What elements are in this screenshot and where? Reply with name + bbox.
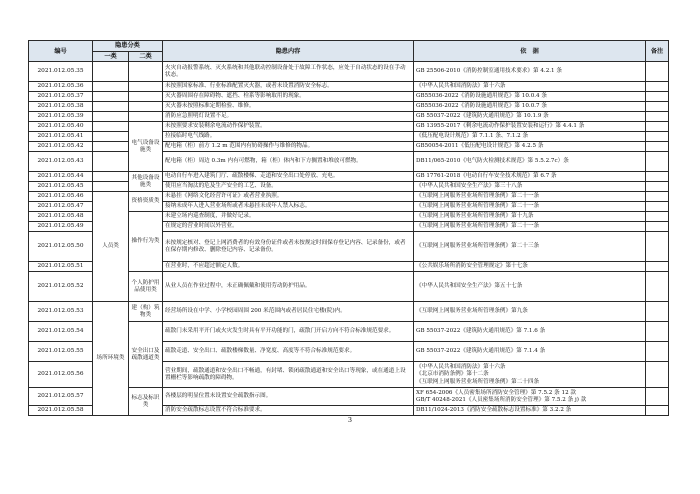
row-content: 灭火器未按照标准定期检验、维修。 xyxy=(163,102,414,112)
category-level1-cell xyxy=(93,142,129,152)
row-number: 2021.012.05.42 xyxy=(29,142,93,152)
row-remark xyxy=(646,262,669,272)
row-number: 2021.012.05.49 xyxy=(29,222,93,232)
category-level1-cell xyxy=(93,112,129,122)
header-number: 编号 xyxy=(29,41,93,62)
hazard-table-sheet xyxy=(28,40,668,416)
row-remark xyxy=(646,272,669,302)
row-number: 2021.012.05.39 xyxy=(29,112,93,122)
row-remark xyxy=(646,232,669,262)
row-number: 2021.012.05.46 xyxy=(29,192,93,202)
row-content: 消防应急照明灯设置不足。 xyxy=(163,112,414,122)
category-qualification: 资格资质类 xyxy=(129,192,163,212)
row-number: 2021.012.05.52 xyxy=(29,272,93,302)
page-number: 3 xyxy=(347,416,353,424)
row-remark xyxy=(646,112,669,122)
table-row xyxy=(29,152,669,172)
row-content: 未按照要求安装剩余电流动作保护装置。 xyxy=(163,122,414,132)
category-personnel: 人员类 xyxy=(93,192,129,302)
row-basis: GB 13955-2017《剩余电流动作保护装置安装和运行》第 4.4.1 条 xyxy=(414,122,646,132)
table-row xyxy=(29,122,669,132)
row-remark xyxy=(646,102,669,112)
row-number: 2021.012.05.47 xyxy=(29,202,93,212)
row-basis xyxy=(414,388,646,406)
row-content: 在营业时，不应超过额定人数。 xyxy=(163,262,414,272)
category-signage: 标志及标识类 xyxy=(129,388,163,416)
header-category-level2: 二类 xyxy=(129,52,163,62)
row-basis: 《中华人民共和国消防法》第十六条 xyxy=(414,82,646,92)
row-remark xyxy=(646,342,669,362)
table-row xyxy=(29,112,669,122)
row-remark xyxy=(646,388,669,406)
basis-line: 《北京市消防条例》第十二条 xyxy=(416,371,489,378)
row-remark xyxy=(646,132,669,142)
basis-line: GB/T 40248-2021《人员密集场所消防安全管理》第 7.5.2 条 j) 款 xyxy=(416,396,587,403)
row-remark xyxy=(646,406,669,416)
row-content: 各楼层的明显位置未设置安全疏散指示图。 xyxy=(163,388,414,406)
row-content: 拉接临时电气线路。 xyxy=(163,132,414,142)
basis-line: 《互联网上网服务营业场所管理条例》第二十四条 xyxy=(416,378,540,385)
category-level2-cell xyxy=(129,112,163,122)
row-remark xyxy=(646,302,669,322)
row-basis: GB 55037-2022《建筑防火通用规范》第 7.1.6 条 xyxy=(414,322,646,342)
table-row xyxy=(29,182,669,192)
row-number: 2021.012.05.56 xyxy=(29,362,93,388)
row-basis: 《互联网上网服务营业场所管理条例》第二十一条 xyxy=(414,202,646,212)
header-basis: 依 据 xyxy=(414,41,646,62)
category-level1-cell xyxy=(93,82,129,92)
table-row xyxy=(29,92,669,102)
category-electric-facility: 电气设备设施类 xyxy=(129,122,163,172)
basis-line: XF 654-2006《人员密集场所消防安全管理》第 7.5.2 条 12 款 xyxy=(416,389,577,396)
row-content: 电动自行车进入建筑门厅、疏散楼梯、走道和安全出口处停放、充电。 xyxy=(163,172,414,182)
row-remark xyxy=(646,192,669,202)
row-basis: GB 17761-2018《电动自行车安全技术规范》第 6.7 条 xyxy=(414,172,646,182)
row-content: 疏散门未采用平开门或火灾发生时具有平开功能的门，疏散门开启方向不符合标准规范要求。 xyxy=(163,322,414,342)
row-number: 2021.012.05.51 xyxy=(29,262,93,272)
category-level2-cell xyxy=(129,102,163,112)
row-number: 2021.012.05.43 xyxy=(29,152,93,172)
row-remark xyxy=(646,222,669,232)
row-number: 2021.012.05.55 xyxy=(29,342,93,362)
row-basis: 《中华人民共和国安全生产法》第五十七条 xyxy=(414,272,646,302)
row-content: 配电箱（柜）周边 0.3m 内有可燃物，箱（柜）体内和下方搁置和堆放可燃物。 xyxy=(163,152,414,172)
category-exit-passage: 安全出口及疏散通道类 xyxy=(129,322,163,388)
row-number: 2021.012.05.58 xyxy=(29,406,93,416)
row-number: 2021.012.05.44 xyxy=(29,172,93,182)
row-number: 2021.012.05.50 xyxy=(29,232,93,262)
row-remark xyxy=(646,82,669,92)
row-remark xyxy=(646,212,669,222)
row-remark xyxy=(646,202,669,212)
row-basis xyxy=(414,362,646,388)
category-level1-cell xyxy=(93,102,129,112)
row-number: 2021.012.05.54 xyxy=(29,322,93,342)
row-number: 2021.012.05.53 xyxy=(29,302,93,322)
category-level1-cell xyxy=(93,172,129,182)
table-row xyxy=(29,142,669,152)
row-number: 2021.012.05.36 xyxy=(29,82,93,92)
row-content: 在规定的营业时间以外营业。 xyxy=(163,222,414,232)
row-remark xyxy=(646,62,669,82)
row-basis: 《互联网上网服务营业场所管理条例》第二十一条 xyxy=(414,222,646,232)
category-operation: 操作行为类 xyxy=(129,212,163,272)
category-ppe: 个人防护用品使用类 xyxy=(129,272,163,302)
header-content: 隐患内容 xyxy=(163,41,414,62)
table-row xyxy=(29,62,669,82)
row-content: 疏散走道、安全出口、疏散楼梯数量、净宽度、高度等不符合标准规范要求。 xyxy=(163,342,414,362)
row-remark xyxy=(646,362,669,388)
row-basis: 《中华人民共和国安全生产法》第三十八条 xyxy=(414,182,646,192)
row-content: 使用应当淘汰的危及生产安全的工艺、设备。 xyxy=(163,182,414,192)
category-level2-cell xyxy=(129,92,163,102)
row-remark xyxy=(646,172,669,182)
table-row xyxy=(29,82,669,92)
row-remark xyxy=(646,122,669,132)
category-other-facility: 其他设备设施类 xyxy=(129,172,163,192)
category-level1-cell xyxy=(93,132,129,142)
row-basis: 《公共娱乐场所消防安全管理规定》第十七条 xyxy=(414,262,646,272)
category-level1-cell xyxy=(93,152,129,172)
row-content: 火灾自动报警系统、灭火系统和其他联动控制设备处于故障工作状态，应处于自动状态的设在手动状态。 xyxy=(163,62,414,82)
row-basis: 《互联网上网服务营业场所管理条例》第九条 xyxy=(414,302,646,322)
table-row xyxy=(29,132,669,142)
header-remark: 备注 xyxy=(646,41,669,62)
category-level1-cell xyxy=(93,62,129,82)
row-content: 未按照国家标准、行业标准配置灭火器，或者未设置消防安全标志。 xyxy=(163,82,414,92)
hazard-table xyxy=(28,40,669,416)
row-remark xyxy=(646,152,669,172)
row-number: 2021.012.05.37 xyxy=(29,92,93,102)
category-building: 建（构）筑物类 xyxy=(129,302,163,322)
row-number: 2021.012.05.35 xyxy=(29,62,93,82)
row-basis: 《互联网上网服务营业场所管理条例》第二十三条 xyxy=(414,232,646,262)
category-level2-cell xyxy=(129,82,163,92)
table-row xyxy=(29,172,669,182)
row-basis: 《互联网上网服务营业场所管理条例》第十九条 xyxy=(414,212,646,222)
row-content: 未悬挂《网络文化经营许可证》或者营业执照。 xyxy=(163,192,414,202)
header-category-level1: 一类 xyxy=(93,52,129,62)
header-category: 隐患分类 xyxy=(93,41,163,52)
table-row xyxy=(29,192,669,202)
row-number: 2021.012.05.41 xyxy=(29,132,93,142)
row-number: 2021.012.05.48 xyxy=(29,212,93,222)
row-content: 未按规定核对、登记上网消费者的有效身份证件或者未按规定时间保存登记内容、记录备份，或者在保存期内修改、删除登记内容、记录备份。 xyxy=(163,232,414,262)
row-content: 接纳未成年人进入营业场所或者未悬挂未成年人禁入标志。 xyxy=(163,202,414,212)
row-content: 营业期间，疏散通道和安全出口不畅通，有封堵、锁闭疏散通道和安全出口等现象，或在通道上设置栅栏等影响疏散的障碍物。 xyxy=(163,362,414,388)
row-remark xyxy=(646,322,669,342)
row-content: 从业人员在作业过程中，未正确佩戴和使用劳动防护用品。 xyxy=(163,272,414,302)
row-number: 2021.012.05.57 xyxy=(29,388,93,406)
row-remark xyxy=(646,182,669,192)
row-basis: 《低压配电设计规范》第 7.1.1 条、7.1.2 条 xyxy=(414,132,646,142)
row-basis: 《互联网上网服务营业场所管理条例》第二十一条 xyxy=(414,192,646,202)
row-number: 2021.012.05.45 xyxy=(29,182,93,192)
category-venue-environment: 场所环境类 xyxy=(93,302,129,416)
category-level1-cell xyxy=(93,182,129,192)
row-basis: DB11/1024-2013《消防安全疏散标志设置标准》第 3.2.2 条 xyxy=(414,406,646,416)
row-basis: GB 55037-2022《建筑防火通用规范》第 10.1.9 条 xyxy=(414,112,646,122)
row-basis: GB55036-2022《消防设施通用规范》第 10.0.7 条 xyxy=(414,102,646,112)
basis-line: 《中华人民共和国消防法》第十六条 xyxy=(416,363,506,370)
category-level1-cell xyxy=(93,122,129,132)
row-basis: DB11/065-2010《电气防火检测技术规范》第 5.5.2.7c）条 xyxy=(414,152,646,172)
category-level2-cell xyxy=(129,62,163,82)
table-row xyxy=(29,102,669,112)
category-level1-cell xyxy=(93,92,129,102)
row-remark xyxy=(646,142,669,152)
table-row xyxy=(29,302,669,322)
row-content: 经营场所设在中学、小学校园周围 200 米范围内或者居民住宅楼(院)内。 xyxy=(163,302,414,322)
row-basis: GB55036-2022《消防设施通用规范》第 10.0.4 条 xyxy=(414,92,646,102)
row-number: 2021.012.05.38 xyxy=(29,102,93,112)
row-number: 2021.012.05.40 xyxy=(29,122,93,132)
row-content: 配电箱（柜）前方 1.2 m 范围内有妨碍操作与维修的物品。 xyxy=(163,142,414,152)
row-content: 灭火器周围存在障碍物、遮挡、栓系等影响取用的现象。 xyxy=(163,92,414,102)
row-basis: GB 55037-2022《建筑防火通用规范》第 7.1.4 条 xyxy=(414,342,646,362)
row-basis: GB50054-2011《低压配电设计规范》第 4.2.5 条 xyxy=(414,142,646,152)
row-basis: GB 25506-2010《消防控制室通用技术要求》第 4.2.1 条 xyxy=(414,62,646,82)
row-content: 未建立场内巡查制度，并做好记录。 xyxy=(163,212,414,222)
row-content: 消防安全疏散标志设置不符合标准要求。 xyxy=(163,406,414,416)
row-remark xyxy=(646,92,669,102)
